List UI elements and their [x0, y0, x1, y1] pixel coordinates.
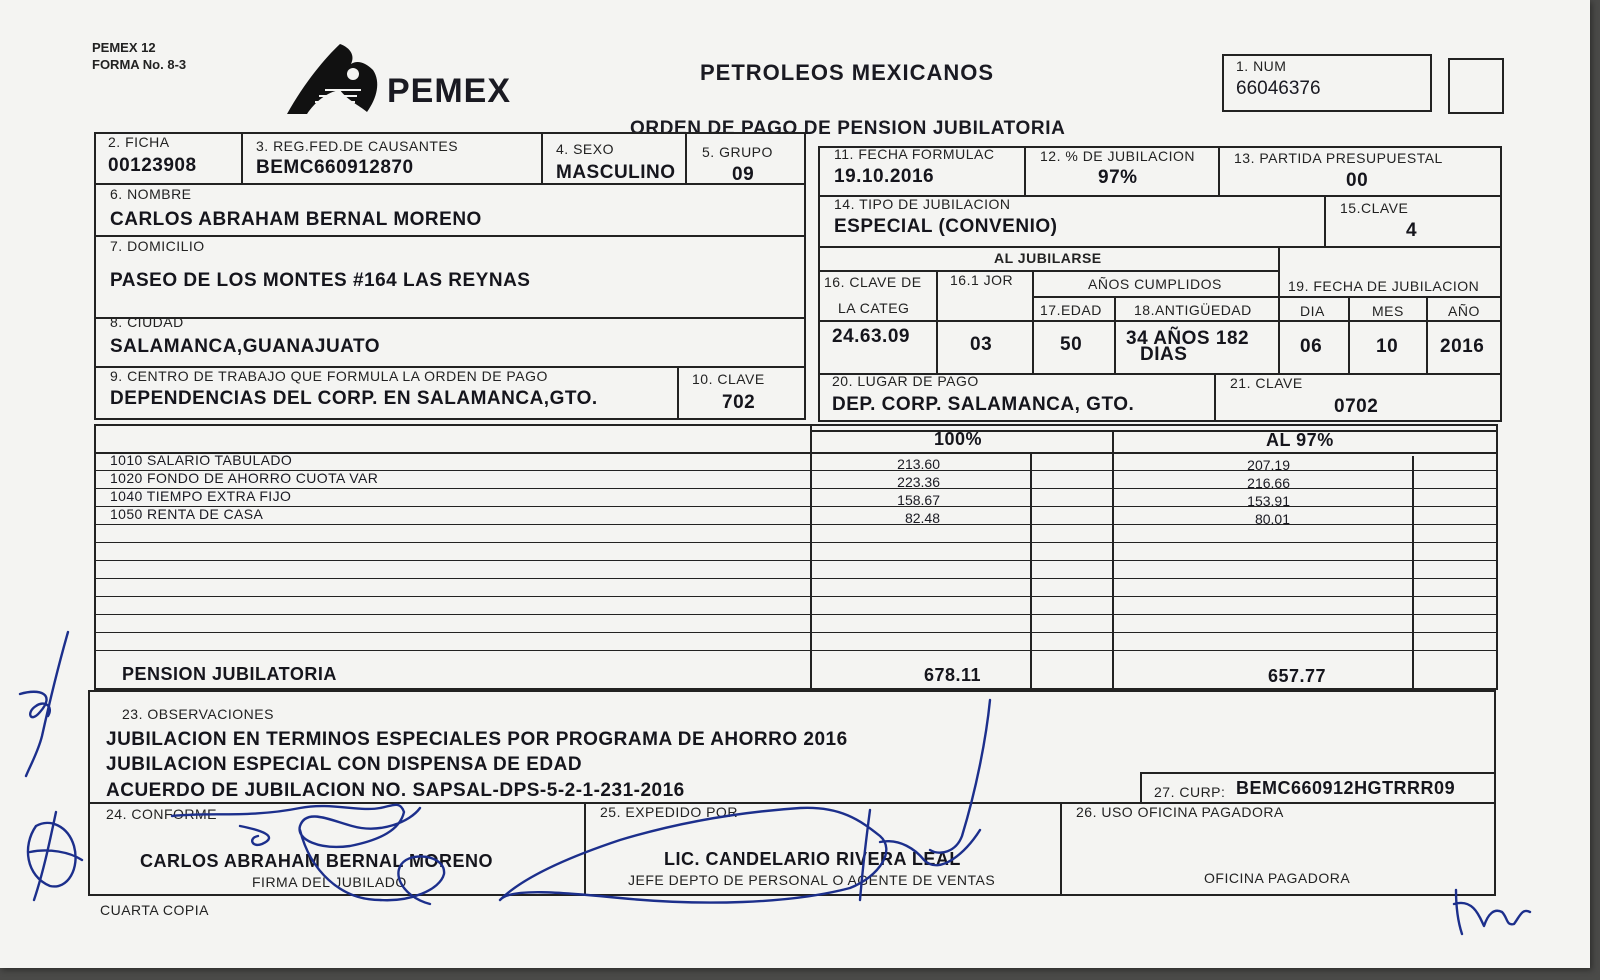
concept-row-value-100: 82.48 [904, 510, 940, 526]
ano-value: 2016 [1440, 336, 1485, 357]
ciudad-value: SALAMANCA,GUANAJUATO [110, 336, 381, 357]
col-100-header: 100% [934, 429, 983, 449]
uso-sub: OFICINA PAGADORA [1204, 870, 1351, 886]
mes-label: MES [1372, 303, 1404, 319]
margin-initial-signature [28, 812, 82, 900]
concept-row-label: 1040 TIEMPO EXTRA FIJO [110, 488, 292, 504]
expedido-sub: JEFE DEPTO DE PERSONAL O AGENTE DE VENTAS [628, 872, 996, 888]
form-code-1: PEMEX 12 [92, 40, 156, 55]
pemex-logo [285, 42, 555, 118]
clave21-value: 0702 [1334, 396, 1379, 417]
concept-row-value-97: 207.19 [1247, 457, 1290, 473]
clave21-label: 21. CLAVE [1230, 375, 1303, 391]
rfc-value: BEMC660912870 [256, 157, 414, 178]
ano-label: AÑO [1448, 303, 1480, 319]
jor-value: 03 [970, 334, 993, 355]
nombre-value: CARLOS ABRAHAM BERNAL MORENO [110, 209, 482, 230]
concept-row-value-100: 223.36 [897, 474, 940, 490]
form-code-2: FORMA No. 8-3 [92, 57, 187, 72]
clave-categ-label-2: LA CATEG [838, 300, 910, 316]
ficha-label: 2. FICHA [108, 134, 170, 150]
margin-initial-signature [20, 632, 68, 776]
jor-label: 16.1 JOR [950, 272, 1014, 288]
nombre-label: 6. NOMBRE [110, 186, 192, 202]
clave-categ-label-1: 16. CLAVE DE [824, 274, 922, 290]
edad-value: 50 [1060, 334, 1083, 355]
observaciones-line-3: ACUERDO DE JUBILACION NO. SAPSAL-DPS-5-2-1-231-2016 [106, 780, 685, 801]
edad-label: 17.EDAD [1040, 302, 1102, 318]
fecha-form-label: 11. FECHA FORMULAC [834, 146, 995, 162]
pension-total-label: PENSION JUBILATORIA [122, 664, 337, 684]
clave15-label: 15.CLAVE [1340, 200, 1409, 216]
lugar-value: DEP. CORP. SALAMANCA, GTO. [832, 394, 1135, 415]
lugar-label: 20. LUGAR DE PAGO [832, 373, 979, 389]
observaciones-line-1: JUBILACION EN TERMINOS ESPECIALES POR PROGRAMA DE AHORRO 2016 [106, 729, 848, 750]
mes-value: 10 [1376, 336, 1399, 357]
conforme-name: CARLOS ABRAHAM BERNAL MORENO [140, 851, 493, 871]
clave15-value: 4 [1406, 220, 1418, 241]
logo-text: PEMEX [387, 72, 512, 110]
centro-value: DEPENDENCIAS DEL CORP. EN SALAMANCA,GTO. [110, 388, 598, 409]
sexo-label: 4. SEXO [556, 141, 614, 157]
concept-row-value-100: 213.60 [897, 456, 940, 472]
dia-value: 06 [1300, 336, 1323, 357]
expedido-label: 25. EXPEDIDO POR [600, 804, 738, 820]
observaciones-label: 23. OBSERVACIONES [122, 706, 274, 722]
eagle-icon [285, 42, 385, 118]
num-label: 1. NUM [1236, 58, 1287, 74]
company-name: PETROLEOS MEXICANOS [700, 60, 995, 85]
clave10-label: 10. CLAVE [692, 371, 765, 387]
copy-label: CUARTA COPIA [100, 902, 209, 918]
curp-label: 27. CURP: [1154, 784, 1226, 800]
antig-value-2: DIAS [1140, 344, 1188, 365]
partida-value: 00 [1346, 170, 1369, 191]
clave-categ-value: 24.63.09 [832, 326, 910, 347]
pension-total-100: 678.11 [924, 665, 982, 685]
uso-label: 26. USO OFICINA PAGADORA [1076, 804, 1284, 820]
dia-label: DIA [1300, 303, 1325, 319]
pct-label: 12. % DE JUBILACION [1040, 148, 1195, 164]
domicilio-value: PASEO DE LOS MONTES #164 LAS REYNAS [110, 270, 531, 291]
tipo-value: ESPECIAL (CONVENIO) [834, 216, 1058, 237]
al-jubilarse-label: AL JUBILARSE [994, 250, 1102, 266]
concept-row-label: 1050 RENTA DE CASA [110, 506, 264, 522]
concept-row-label: 1010 SALARIO TABULADO [110, 452, 293, 468]
check-box [1448, 58, 1504, 114]
sexo-value: MASCULINO [556, 162, 676, 183]
conforme-sub: FIRMA DEL JUBILADO [252, 874, 407, 890]
concept-row-label: 1020 FONDO DE AHORRO CUOTA VAR [110, 470, 379, 486]
anos-label: AÑOS CUMPLIDOS [1088, 276, 1222, 292]
grupo-label: 5. GRUPO [702, 144, 773, 160]
rfc-label: 3. REG.FED.DE CAUSANTES [256, 138, 459, 154]
document-title: ORDEN DE PAGO DE PENSION JUBILATORIA [630, 118, 1066, 139]
concept-row-value-100: 158.67 [897, 492, 940, 508]
pct-value: 97% [1098, 167, 1138, 188]
expedido-name: LIC. CANDELARIO RIVERA LEAL [664, 849, 961, 869]
domicilio-label: 7. DOMICILIO [110, 238, 205, 254]
corner-initials [1454, 890, 1530, 934]
concept-row-value-97: 216.66 [1247, 475, 1290, 491]
tipo-label: 14. TIPO DE JUBILACION [834, 196, 1011, 212]
partida-label: 13. PARTIDA PRESUPUESTAL [1234, 150, 1443, 166]
concept-row-value-97: 80.01 [1254, 511, 1290, 527]
grupo-value: 09 [732, 164, 755, 185]
observaciones-line-2: JUBILACION ESPECIAL CON DISPENSA DE EDAD [106, 754, 583, 775]
concept-row-value-97: 153.91 [1247, 493, 1290, 509]
antig-label: 18.ANTIGÜEDAD [1134, 302, 1252, 318]
conforme-label: 24. CONFORME [106, 806, 218, 822]
fecha-jub-label: 19. FECHA DE JUBILACION [1288, 278, 1480, 294]
ficha-value: 00123908 [108, 155, 197, 176]
num-value: 66046376 [1236, 78, 1321, 99]
curp-value: BEMC660912HGTRRR09 [1236, 778, 1456, 798]
centro-label: 9. CENTRO DE TRABAJO QUE FORMULA LA ORDEN DE PAGO [110, 368, 548, 384]
fecha-form-value: 19.10.2016 [834, 166, 935, 187]
col-97-header: AL 97% [1266, 430, 1334, 450]
ciudad-label: 8. CIUDAD [110, 314, 184, 330]
clave10-value: 702 [722, 392, 756, 413]
pension-total-97: 657.77 [1268, 666, 1327, 686]
antig-value-1: 34 AÑOS 182 [1126, 328, 1250, 349]
